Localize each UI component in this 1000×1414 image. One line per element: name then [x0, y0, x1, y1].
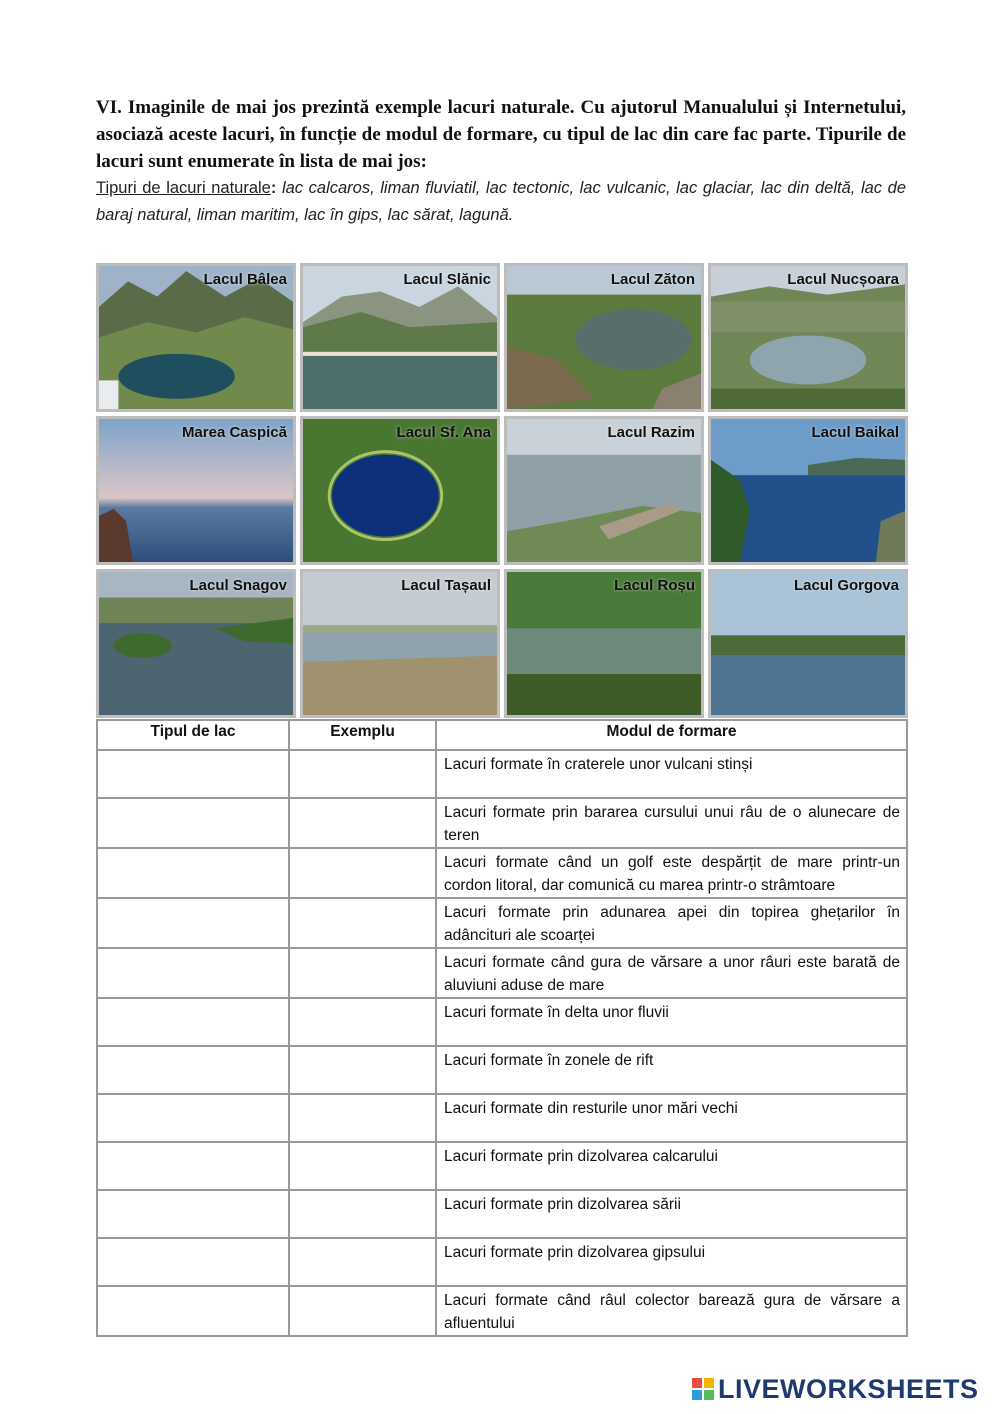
lake-example-input[interactable]: [289, 898, 436, 948]
photo-lacul-nucsoara: [708, 263, 908, 412]
table-row: [97, 1046, 907, 1094]
lake-example-input[interactable]: [289, 1046, 436, 1094]
lake-type-input[interactable]: [97, 1142, 289, 1190]
lake-example-input[interactable]: [289, 1238, 436, 1286]
photo-marea-caspica: [96, 416, 296, 565]
formation-description: Lacuri formate când un golf este despărțit de mare printr-un cordon litoral, dar comunică cu marea printr-o strâmtoare: [436, 848, 907, 898]
formation-description: Lacuri formate prin adunarea apei din topirea ghețarilor în adâncituri ale scoarței: [436, 898, 907, 948]
table-row: [97, 998, 907, 1046]
photo-lacul-baikal: [708, 416, 908, 565]
table-row: [97, 798, 907, 848]
table-row: [97, 848, 907, 898]
photo-caption: Lacul Bâlea: [203, 271, 287, 288]
formation-description: Lacuri formate când gura de vărsare a unor râuri este barată de aluviuni aduse de mare: [436, 948, 907, 998]
lake-example-input[interactable]: [289, 998, 436, 1046]
formation-description: Lacuri formate când râul colector barează gura de vărsare a afluentului: [436, 1286, 907, 1336]
formation-description: Lacuri formate în zonele de rift: [436, 1046, 907, 1094]
header-modul-de-formare: Modul de formare: [436, 720, 907, 750]
photo-caption: Lacul Slănic: [403, 271, 491, 288]
formation-description: Lacuri formate prin bararea cursului unui râu de o alunecare de teren: [436, 798, 907, 848]
brand-name: LIVEWORKSHEETS: [718, 1373, 979, 1404]
lake-types-values: lac calcaros, liman fluviatil, lac tectonic, lac vulcanic, lac glaciar, lac din deltă, lac de baraj natural, liman maritim, lac în gips, lac sărat, lagună.: [96, 179, 907, 224]
lake-example-input[interactable]: [289, 948, 436, 998]
photo-lacul-gorgova: [708, 569, 908, 718]
lake-photo-grid: [96, 263, 908, 718]
lake-example-input[interactable]: [289, 798, 436, 848]
lake-type-input[interactable]: [97, 1238, 289, 1286]
table-row: [97, 948, 907, 998]
table-row: [97, 1190, 907, 1238]
exercise-instructions: VI. Imaginile de mai jos prezintă exemple lacuri naturale. Cu ajutorul Manualului și Internetului, asociază aceste lacuri, în funcție de modul de formare, cu tipul de lac din care fac parte. Tipurile de lacuri sunt enumerate în lista de mai jos:: [96, 97, 906, 172]
lake-example-input[interactable]: [289, 750, 436, 798]
table-row: [97, 1094, 907, 1142]
header-tipul-de-lac: Tipul de lac: [97, 720, 289, 750]
photo-caption: Lacul Tașaul: [401, 577, 491, 594]
lake-type-input[interactable]: [97, 948, 289, 998]
table-header-row: [97, 720, 907, 750]
table-row: [97, 1142, 907, 1190]
table-row: [97, 750, 907, 798]
lake-type-input[interactable]: [97, 1046, 289, 1094]
photo-caption: Lacul Nucșoara: [787, 271, 899, 288]
photo-lacul-razim: [504, 416, 704, 565]
lake-type-input[interactable]: [97, 898, 289, 948]
photo-lacul-tasaul: [300, 569, 500, 718]
formation-description: Lacuri formate din resturile unor mări vechi: [436, 1094, 907, 1142]
lake-example-input[interactable]: [289, 1142, 436, 1190]
photo-lacul-slanic: [300, 263, 500, 412]
formation-description: Lacuri formate prin dizolvarea calcarului: [436, 1142, 907, 1190]
photo-lacul-sf-ana: [300, 416, 500, 565]
lake-example-input[interactable]: [289, 1190, 436, 1238]
formation-description: Lacuri formate prin dizolvarea sării: [436, 1190, 907, 1238]
table-row: [97, 1286, 907, 1336]
photo-caption: Marea Caspică: [181, 424, 287, 441]
header-exemplu: Exemplu: [289, 720, 436, 750]
lake-types-list: Tipuri de lacuri naturale: lac calcaros, liman fluviatil, lac tectonic, lac vulcanic, lac glaciar, lac din deltă, lac de baraj natural, liman maritim, lac în gips, lac sărat, lagună.: [96, 179, 907, 224]
lake-example-input[interactable]: [289, 1094, 436, 1142]
lake-type-input[interactable]: [97, 798, 289, 848]
photo-caption: Lacul Sf. Ana: [396, 424, 491, 441]
photo-caption: Lacul Zăton: [610, 271, 695, 288]
photo-caption: Lacul Baikal: [811, 424, 899, 441]
table-row: [97, 1238, 907, 1286]
photo-caption: Lacul Roșu: [614, 577, 695, 594]
formation-description: Lacuri formate în delta unor fluvii: [436, 998, 907, 1046]
liveworksheets-logo: [692, 1374, 979, 1404]
lake-example-input[interactable]: [289, 1286, 436, 1336]
lake-type-input[interactable]: [97, 998, 289, 1046]
photo-caption: Lacul Gorgova: [793, 577, 899, 594]
formation-description: Lacuri formate în craterele unor vulcani stinși: [436, 750, 907, 798]
lake-type-input[interactable]: [97, 750, 289, 798]
photo-lacul-balea: [96, 263, 296, 412]
photo-caption: Lacul Snagov: [189, 577, 287, 594]
lake-type-input[interactable]: [97, 1094, 289, 1142]
lake-type-input[interactable]: [97, 848, 289, 898]
lake-type-input[interactable]: [97, 1286, 289, 1336]
photo-lacul-snagov: [96, 569, 296, 718]
lake-type-input[interactable]: [97, 1190, 289, 1238]
photo-lacul-rosu: [504, 569, 704, 718]
formation-description: Lacuri formate prin dizolvarea gipsului: [436, 1238, 907, 1286]
lake-classification-table: [96, 719, 908, 1337]
photo-caption: Lacul Razim: [607, 424, 695, 441]
lake-types-label: Tipuri de lacuri naturale: [96, 179, 271, 197]
table-row: [97, 898, 907, 948]
photo-lacul-zaton: [504, 263, 704, 412]
lake-example-input[interactable]: [289, 848, 436, 898]
liveworksheets-badge-icon: [692, 1378, 714, 1400]
